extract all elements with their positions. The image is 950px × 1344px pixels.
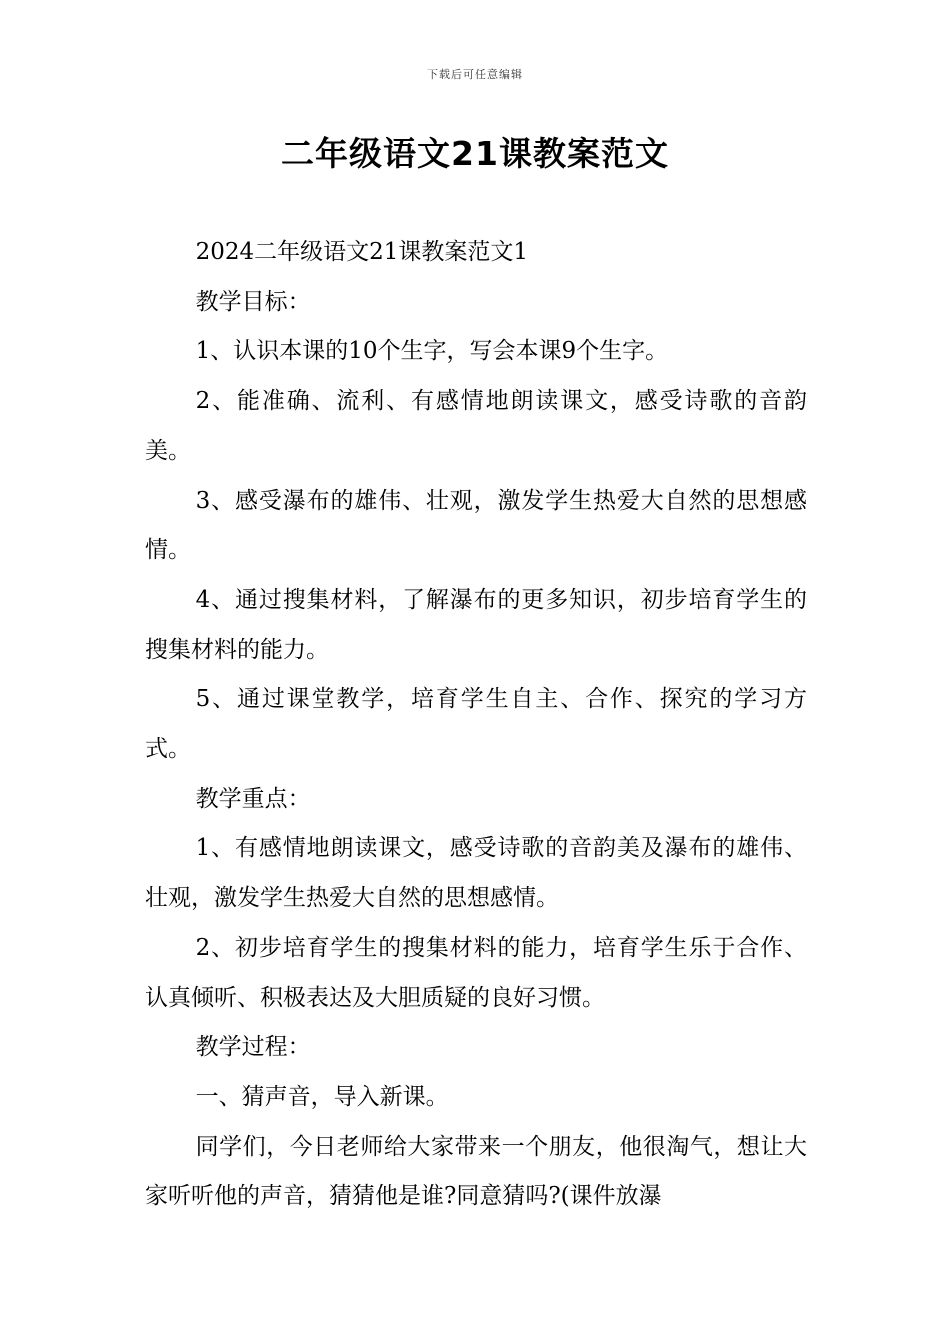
paragraph: 2、初步培育学生的搜集材料的能力，培育学生乐于合作、认真倾听、积极表达及大胆质疑的良好习惯。 <box>145 934 807 1011</box>
paragraph: 4、通过搜集材料，了解瀑布的更多知识，初步培育学生的搜集材料的能力。 <box>145 586 807 663</box>
paragraph: 5、通过课堂教学，培育学生自主、合作、探究的学习方式。 <box>145 686 807 763</box>
paragraph: 1、认识本课的10个生字，写会本课9个生字。 <box>195 338 669 365</box>
paragraph: 同学们，今日老师给大家带来一个朋友，他很淘气，想让大家听听他的声音，猜猜他是谁?同意猜吗?(课件放瀑 <box>145 1133 807 1210</box>
paragraph: 教学重点： <box>195 785 311 812</box>
paragraph: 教学目标： <box>195 288 311 315</box>
paragraph: 1、有感情地朗读课文，感受诗歌的音韵美及瀑布的雄伟、壮观，激发学生热爱大自然的思想感情。 <box>145 835 807 912</box>
paragraph: 2024二年级语文21课教案范文1 <box>195 239 529 265</box>
paragraph: 3、感受瀑布的雄伟、壮观，激发学生热爱大自然的思想感情。 <box>145 487 807 564</box>
header-note: 下载后可任意编辑 <box>427 68 523 81</box>
paragraph: 一、猜声音，导入新课。 <box>195 1083 449 1110</box>
document-body <box>145 228 807 1222</box>
paragraph: 2、能准确、流利、有感情地朗读课文，感受诗歌的音韵美。 <box>145 388 807 464</box>
paragraph: 教学过程： <box>195 1034 311 1061</box>
document-title: 二年级语文21课教案范文 <box>281 134 669 173</box>
